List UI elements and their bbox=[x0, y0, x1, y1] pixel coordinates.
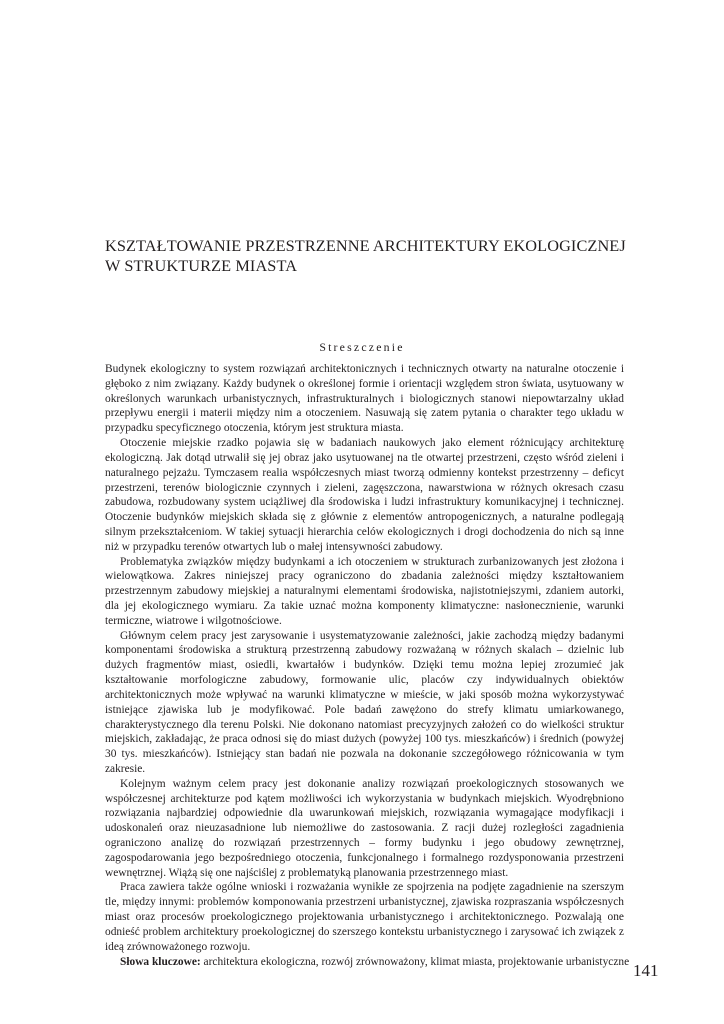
title-line-2: W STRUKTURZE MIASTA bbox=[105, 256, 298, 275]
paragraph-4: Głównym celem pracy jest zarysowanie i usystematyzowanie zależności, jakie zachodzą między badanymi komponentami środowiska a strukturą przestrzenną zabudowy rozważaną w różnych skalach – dzielnic lub dużych fragmentów miast, osiedli, kwartałów i budynków. Dzięki temu można lepiej zrozumieć jak kształtowanie morfologiczne zabudowy, formowanie ulic, placów czy indywidualnych obiektów architektonicznych może wpływać na warunki klimatyczne w mieście, w jaki sposób można wykorzystywać istniejące zjawiska lub je modyfikować. Pole badań zawężono do strefy klimatu umiarkowanego, charakterystycznego dla terenu Polski. Nie dokonano natomiast precyzyjnych założeń co do wielkości struktur miejskich, zakładając, że praca odnosi się do miast dużych (powyżej 100 tys. mieszkańców) i średnich (powyżej 30 tys. mieszkańców). Istniejący stan badań nie pozwala na dokonanie szczegółowego różnicowania w tym zakresie. bbox=[105, 629, 624, 775]
abstract-body bbox=[105, 362, 630, 969]
paragraph-3: Problematyka związków między budynkami a ich otoczeniem w strukturach zurbanizowanych jest złożona i wielowątkowa. Zakres niniejszej pracy ograniczono do zbadania zależności między kształtowaniem przestrzennym zabudowy miejskiej a naturalnymi elementami środowiska, najistotniejszymi, zdaniem autorki, dla jej ekologicznego wymiaru. Za takie uznać można komponenty klimatyczne: nasłonecznienie, warunki termiczne, wiatrowe i wilgotnościowe. bbox=[105, 555, 624, 627]
title-line-1: KSZTAŁTOWANIE PRZESTRZENNE ARCHITEKTURY EKOLOGICZNEJ bbox=[105, 236, 626, 255]
abstract-heading: Streszczenie bbox=[319, 340, 405, 354]
page-number: 141 bbox=[633, 961, 659, 980]
paragraph-6: Praca zawiera także ogólne wnioski i rozważania wynikłe ze spojrzenia na podjęte zagadnienie na szerszym tle, między innymi: problemów komponowania przestrzeni urbanistycznej, zjawiska rozpraszania współczesnych miast oraz procesów proekologicznego projektowania urbanistycznego i architektonicznego. Pozwalają one odnieść problem architektury proekologicznej do szerszego kontekstu urbanistycznego i zarysować ich związek z ideą zrównoważonego rozwoju. bbox=[105, 881, 624, 953]
paragraph-1: Budynek ekologiczny to system rozwiązań architektonicznych i technicznych otwarty na naturalne otoczenie i głęboko z nim związany. Każdy budynek o określonej formie i orientacji względem stron świata, usytuowany w określonych warunkach urbanistycznych, infrastrukturalnych i biologicznych stanowi niepowtarzalny układ przepływu energii i materii między nim a otoczeniem. Nasuwają się zatem pytania o charakter tego układu w przypadku specyficznego otoczenia, którym jest struktura miasta. bbox=[105, 363, 624, 435]
keywords-text: architektura ekologiczna, rozwój zrównoważony, klimat miasta, projektowanie urbanistyczne bbox=[200, 955, 630, 968]
paragraph-2: Otoczenie miejskie rzadko pojawia się w badaniach naukowych jako element różnicujący architekturę ekologiczną. Jak dotąd utrwalił się jej obraz jako usytuowanej na tle otwartej przestrzeni, często wśród zieleni i naturalnego pejzażu. Tymczasem realia współczesnych miast tworzą odmienny kontekst przestrzenny – deficyt przestrzeni, terenów biologicznie czynnych i zieleni, zagęszczona, nawarstwiona w różnych okresach czasu zabudowa, rozbudowany system uciążliwej dla środowiska i ludzi infrastruktury komunikacyjnej i technicznej. Otoczenie budynków miejskich składa się z głównie z elementów antropogenicznych, a naturalne podlegają silnym przekształceniom. W takiej sytuacji hierarchia celów ekologicznych i drogi dochodzenia do nich są inne niż w przypadku terenów otwartych lub o małej intensywności zabudowy. bbox=[105, 437, 624, 553]
paragraph-5: Kolejnym ważnym celem pracy jest dokonanie analizy rozwiązań proekologicznych stosowanych we współczesnej architekturze pod kątem możliwości ich wykorzystania w budynkach miejskich. Wyodrębniono rozwiązania najbardziej odpowiednie dla uwarunkowań miejskich, rozwiązania wymagające modyfikacji i udoskonaleń oraz nieuzasadnione lub niemożliwe do zastosowania. Z racji dużej rozległości zagadnienia ograniczono analizę do rozwiązań przestrzennych – formy budynku i jego obudowy zewnętrznej, zagospodarowania jego bezpośredniego otoczenia, funkcjonalnego i formalnego rozdysponowania przestrzeni wewnętrznej. Wiążą się one najściślej z problematyką planowania przestrzennego miast. bbox=[105, 777, 624, 879]
document-title bbox=[105, 236, 665, 276]
keywords-label: Słowa kluczowe: bbox=[120, 955, 201, 968]
keywords-line bbox=[105, 955, 630, 970]
